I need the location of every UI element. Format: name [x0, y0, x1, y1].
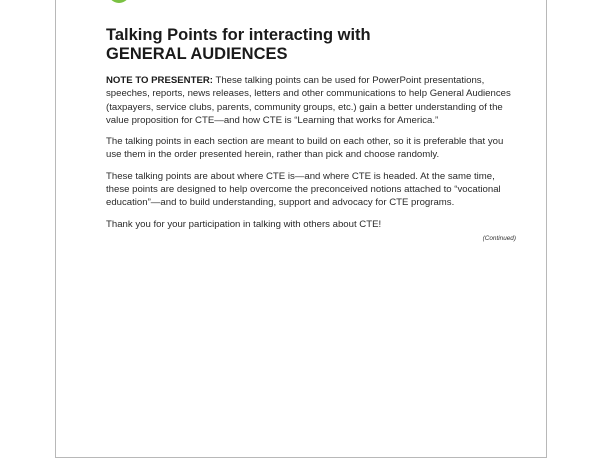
note-paragraph [106, 74, 516, 127]
body-paragraph-3: Thank you for your participation in talking with others about CTE! [106, 218, 382, 230]
title-line-2: GENERAL AUDIENCES [106, 45, 288, 63]
body-paragraph-2: These talking points are about where CTE is—and where CTE is headed. At the same time, these points are designed to help overcome the preconceived notions attached to “vocational education”—and to build understanding, support and advocacy for CTE programs. [106, 170, 501, 209]
body-paragraph-1: The talking points in each section are meant to build on each other, so it is preferable that you use them in the order presented herein, rather than pick and choose randomly. [106, 136, 504, 161]
note-label: NOTE TO PRESENTER: [106, 75, 213, 86]
title-line-1: Talking Points for interacting with [106, 26, 371, 44]
document-content [106, 26, 516, 242]
continued-note: (Continued) [482, 234, 516, 242]
page-title [106, 26, 516, 64]
note-text: These talking points can be used for PowerPoint presentations, speeches, reports, news releases, letters and other communications to help General Audiences (taxpayers, service clubs, parents, community groups, etc.) gain a better understanding of the value proposition for CTE—and how CTE is “Learning that works for America.” [106, 75, 511, 126]
